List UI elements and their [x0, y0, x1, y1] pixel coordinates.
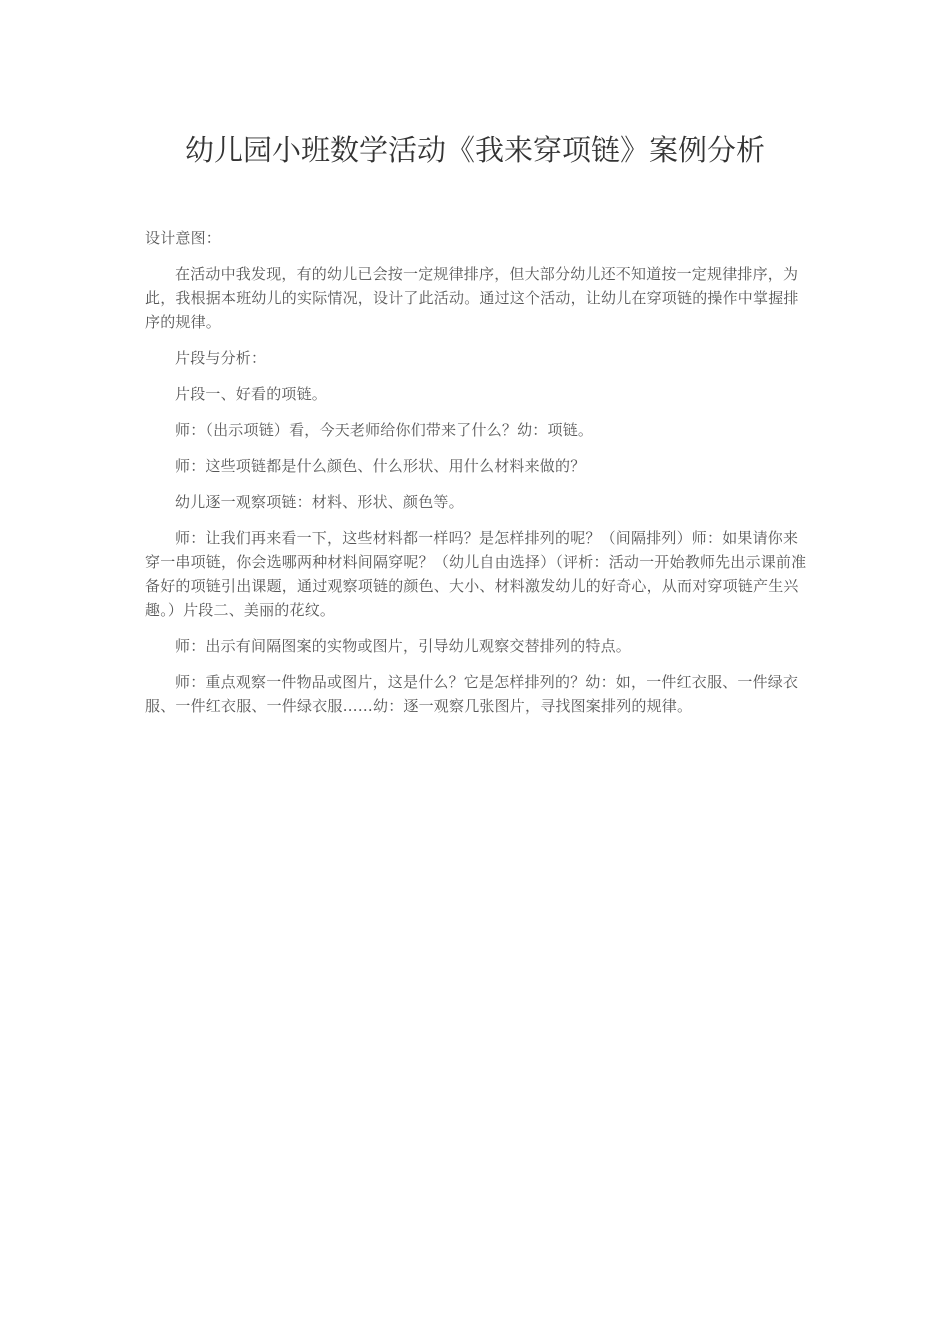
document-body — [145, 226, 810, 730]
paragraph-dialogue: 师：（出示项链）看，今天老师给你们带来了什么？幼：项链。 — [175, 421, 594, 439]
paragraph-dialogue: 师：重点观察一件物品或图片，这是什么？它是怎样排列的？幼：如，一件红衣服、一件绿衣服、一件红衣服、一件绿衣服……幼：逐一观察几张图片，寻找图案排列的规律。 — [145, 673, 799, 715]
paragraph-dialogue-analysis: 师：让我们再来看一下，这些材料都一样吗？是怎样排列的呢？（间隔排列）师：如果请你来穿一串项链，你会选哪两种材料间隔穿呢？（幼儿自由选择）（评析：活动一开始教师先出示课前准备好的项链引出课题，通过观察项链的颜色、大小、材料激发幼儿的好奇心，从而对穿项链产生兴趣。）片段二、美丽的花纹。 — [145, 529, 807, 619]
section-heading-fragments: 片段与分析： — [175, 349, 267, 367]
paragraph-dialogue: 师：这些项链都是什么颜色、什么形状、用什么材料来做的？ — [175, 457, 586, 475]
fragment-one-heading: 片段一、好看的项链。 — [175, 385, 328, 403]
section-heading-design-intent: 设计意图： — [145, 229, 222, 247]
paragraph-design-intent: 在活动中我发现，有的幼儿已会按一定规律排序，但大部分幼儿还不知道按一定规律排序，为此，我根据本班幼儿的实际情况，设计了此活动。通过这个活动，让幼儿在穿项链的操作中掌握排序的规律。 — [145, 265, 799, 331]
paragraph-dialogue: 师：出示有间隔图案的实物或图片，引导幼儿观察交替排列的特点。 — [175, 637, 632, 655]
paragraph-observation: 幼儿逐一观察项链：材料、形状、颜色等。 — [175, 493, 464, 511]
document-title: 幼儿园小班数学活动《我来穿项链》案例分析 — [184, 133, 765, 167]
